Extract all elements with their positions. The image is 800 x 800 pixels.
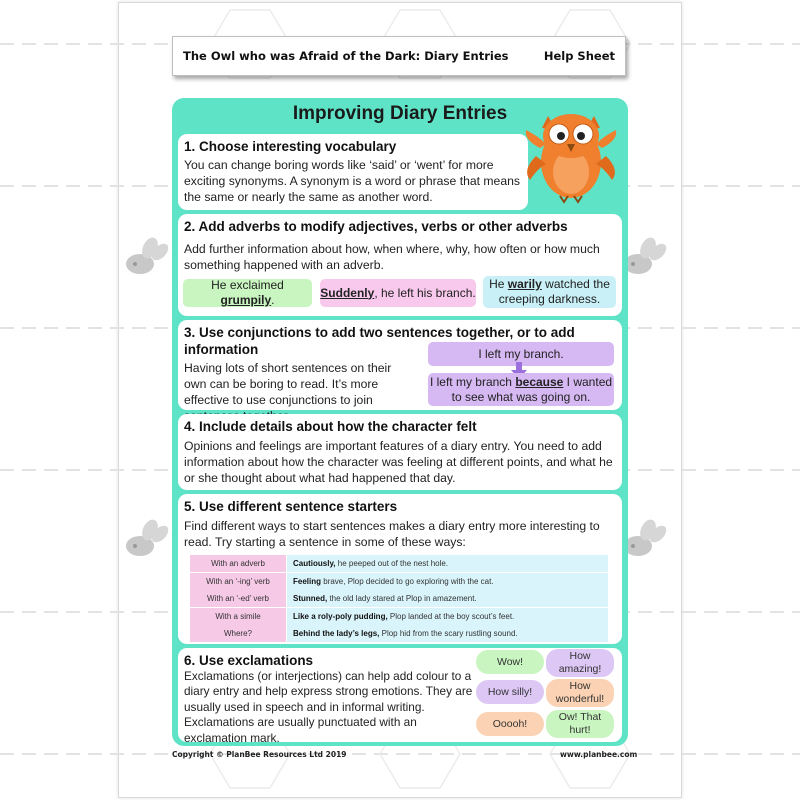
page-title: Improving Diary Entries xyxy=(292,103,508,124)
section-heading: 3. Use conjunctions to add two sentences together, or to add information xyxy=(184,325,575,357)
bee-icon xyxy=(120,518,170,560)
table-row: With a simile Like a roly-poly pudding, Plop landed at the boy scout’s feet. xyxy=(190,608,608,625)
section-body: Opinions and feelings are important features of a diary entry. You need to add information about how the character was feeling at different points, and what he or she thought about what had happened that day. xyxy=(184,439,613,485)
table-row: With an ‘-ing’ verb Feeling brave, Plop decided to go exploring with the cat. xyxy=(190,573,608,590)
adverb-example-1: He exclaimed grumpily. xyxy=(183,279,312,307)
sentence-starter-table xyxy=(190,555,608,643)
section-vocabulary xyxy=(178,134,528,210)
section-heading: 1. Choose interesting vocabulary xyxy=(184,139,397,154)
exclamation-bubble: Ooooh! xyxy=(476,712,544,736)
section-body: You can change boring words like ‘said’ or ‘went’ for more exciting synonyms. A synonym is a word or phrase that means the same or nearly the same as another word. xyxy=(184,158,520,204)
section-body: Having lots of short sentences on their own can be boring to read. It’s more effective to use conjunctions to join xyxy=(184,361,392,407)
table-row: Where? Behind the lady’s legs, Plop hid from the scary rustling sound. xyxy=(190,625,608,642)
table-row: With an adverb Cautiously, he peeped out of the nest hole. xyxy=(190,555,608,572)
header-banner xyxy=(172,36,626,76)
header-title: The Owl who was Afraid of the Dark: Diary Entries xyxy=(183,49,509,63)
adverb-example-2: Suddenly, he left his branch. xyxy=(320,279,476,307)
exclamation-bubble: How silly! xyxy=(476,680,544,704)
section-heading: 2. Add adverbs to modify adjectives, verbs or other adverbs xyxy=(184,219,568,234)
adverb-example-3: He warily watched the creeping darkness. xyxy=(483,276,616,308)
section-feelings xyxy=(178,414,622,490)
conjunction-example-long: I left my branch because I wanted to see what was going on. xyxy=(428,373,614,406)
section-body: Exclamations (or interjections) can help add colour to a diary entry and help express strong emotions. They are usually used in speech and in informal writing. Exclamations are usually punctuated with an exclamation mark. xyxy=(184,669,473,745)
copyright-text: Copyright © PlanBee Resources Ltd 2019 xyxy=(172,750,347,759)
owl-icon xyxy=(520,100,622,204)
help-sheet-badge: Help Sheet xyxy=(543,49,615,63)
bee-icon xyxy=(120,236,170,278)
exclamation-bubble: How wonderful! xyxy=(546,679,614,707)
section-body: Add further information about how, when where, why, how often or how much something happened with an adverb. xyxy=(184,242,600,272)
exclamation-bubble: How amazing! xyxy=(546,649,614,677)
exclamation-bubble: Wow! xyxy=(476,650,544,674)
conjunction-example-short: I left my branch. xyxy=(428,342,614,366)
website-link[interactable]: www.planbee.com xyxy=(560,750,638,759)
section-body: Find different ways to start sentences makes a diary entry more interesting to read. Try starting a sentence in some of these ways: xyxy=(184,519,600,549)
section-heading: 6. Use exclamations xyxy=(184,653,314,668)
table-row: With an ‘-ed’ verb Stunned, the old lady stared at Plop in amazement. xyxy=(190,590,608,607)
section-heading: 4. Include details about how the character felt xyxy=(184,419,477,434)
exclamation-bubble: Ow! That hurt! xyxy=(546,710,614,738)
section-heading: 5. Use different sentence starters xyxy=(184,499,398,514)
